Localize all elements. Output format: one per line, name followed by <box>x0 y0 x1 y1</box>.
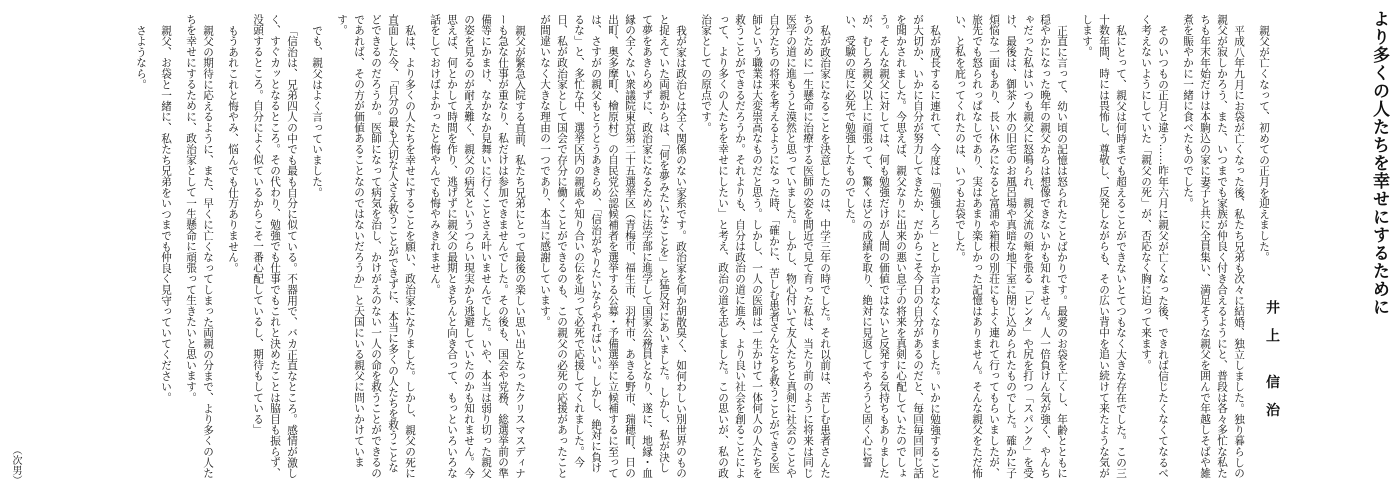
paragraph-13: もうあれこれと悔やみ、悩んでも仕方ありません。 <box>227 24 239 273</box>
paragraph-5: 正直に言って、幼い頃の記憶は怒られたことばかりです。最愛のお袋を亡くし、年齢とともに穏やかになった晩年の親父からは想像できないかも知れません。人一倍負けん気が強く、やんちゃだった私はいつも親父に怒鳴られ、親父流の頬を張る「ビンタ」や尻を打つ「スパンク」を受け、最後は、御茶ノ水の旧宅のお風呂場や真暗な地下室に閉じ込められたものでした。確かに子煩悩な一面もあり、長い休みになると富浦や箱根の別荘にもよく連れて行ってもらいましたが、旅先でも怒られっぱなしであり、実はあまり楽しかった記憶はありません。そんな親父をただ怖い、と私を庇ってくれたのは、いつもお袋でした。 <box>954 14 1068 479</box>
paragraph-11: でも、親父はよく言っていました。 <box>311 24 323 198</box>
paragraph-12: 「信治は、兄弟四人の中でも最も自分に似ている。不器用で、バカ正直なところ。感情が激しく、すぐカッとなるところ。その代わり、勉強でも仕事でもこれと決めたことは脇目も振らず、没頭するところ。自分によく似ているからこそ一番心配しているし、期待もしている」 <box>252 14 298 479</box>
paragraph-4: 私にとって、親父は何時までも超えることができないとてつもなく大きな存在でした。この三十数年間、時には畏怖し、尊敬し、反発しながらも、その広い背中を追い続けて来たような気がします。 <box>1081 14 1127 479</box>
paragraph-14: 親父の期待に応えるように、また、早くに亡くなってしまった両親の分まで、より多くの人たちを幸せにするために、政治家として一生懸命に頑張って生きたいと思います。 <box>185 14 214 479</box>
paragraph-8: 我が家は政治とは全く関係のない家系です。政治家を何か胡散臭く、如何わしい別世界のものと捉えていた両親からは、「何を夢みたいなことを」と猛反対にあいました。しかし、私が決して夢をあきらめずに、政治家になるために法学部に進学して国家公務員となり、遂に、地縁・血縁の全くない衆議院東京第二十五選挙区（青梅市、福生市、羽村市、あきる野市、瑞穂町、日の出町、奥多摩町、檜原村）の自民党公認候補者を選挙する公募・予備選挙に立候補するに至っては、さすがの親父もとうとうあきらめ、「信治がやりたいならやればいい。しかし、絶対に負けるな」と、多忙な中、選挙区内の親戚や知り合いの伝を辿って必死で応援してくれました。今日、私が政治家として国会で存分に働くことができるのも、この親父の必死の応援があったことが間違いなく大きな理由の一つであり、本当に感謝しています。 <box>539 14 687 479</box>
author-relation-note: （次男） <box>10 445 21 485</box>
author-name: 井上 信治 <box>1264 300 1280 431</box>
paragraph-10: 私は、より多くの人たちを幸せにすることを願い、政治家になりました。しかし、親父の死に直面した今、「自分の最も大切な人さえ救うことができずに、本当に多くの人たちを救うことなどできるのだろうか。医師になって病気を治し、かけがえのない一人の命を救うことができるのであれば、その方が価値あることなのではないだろうか」と天国にいる親父に問いかけています。 <box>336 14 416 479</box>
paragraph-7: 私が政治家になることを決意したのは、中学三年の時でした。それ以前は、苦しむ患者さんたちのために一生懸命に治療する医師の姿を間近で見て育った私は、当たり前のように将来は同じ医学の道に進もうと漠然と思っていました。しかし、物心付いて友人たちと真剣に社会のことや自分たちの将来を考えるようになった時、「確かに、苦しむ患者さんたちを救うことができる医師という職業は大変崇高なものだと思う。しかし、一人の医師は一生かけて一体何人の人たちを救うことができるだろうか。それよりも、自分は政治の道に進み、より良い社会を創ることによって、より多くの人たちを幸せにしたい」と考え、政治の道を志しました。この思いが、私の政治家としての原点です。 <box>700 14 831 479</box>
paragraph-6: 私が成長するに連れて、今度は「勉強しろ」としか言わなくなりました。いかに勉強することが大切か、いかに自分が努力してきたか、だからこそ今日の自分があるのだと、毎回毎回同じ話を聞かされました。今思えば、親父なりに出来の悪い息子の将来を真剣に心配していたのでしょう。そんな親父に対しては、何も勉強だけが人間の価値ではないと反発する気持ちもありましたが、むしろ親父以上に頑張って、驚くほどの成績を取り、絶対に見返してやろうと固く心に誓い、受験の度に必死で勉強したものでした。 <box>844 14 941 479</box>
paragraph-9: 親父が緊急入院する直前、私たち兄弟にとって最後の楽しい思い出となったクリスマスディナーも急な仕事が重なり、私だけは参加できませんでした。その後も、国会や党務、総選挙前の準備等にかまけ、なかなか見舞いに行くことさえ叶いませんでした。いや、本当は弱り切った親父の姿を見るのが耐え難く、親父の病気というつらい現実から逃避していたのかも知れません。今思えば、何とかして時間を作り、逃げずに親父の最期ときちんと向き合って、もっといろいろな話をしておけばよかったと悔やんでも悔やみきれません。 <box>429 14 526 479</box>
essay-body <box>32 14 1272 480</box>
paragraph-2: 平成八年九月にお袋が亡くなった後、私たち兄弟も次々に結婚、独立しました。独り暮らしの親父が寂しかろう、また、いつまでも家族が仲良く付き合えるようにと、普段は各々多忙な私たちも年末年始だけは本駒込の家に妻子と共に全員集い、満足そうな親父を囲んで年越しそばや雑煮を賑やかに一緒に食べたものでした。 <box>1182 14 1245 479</box>
paragraph-16: さようなら。 <box>135 24 147 90</box>
paragraph-1: 親父が亡くなって、初めての正月を迎えました。 <box>1258 24 1270 263</box>
essay-title: より多くの人たちを幸せにするために <box>1369 10 1389 316</box>
paragraph-3: そのいつもの正月と違う……昨年六月に親父が亡くなった後、できれば信じたくなくてなるべく考えないようにしていた「親父の死」が、否応なく胸に迫って来ます。 <box>1140 14 1169 479</box>
paragraph-15: 親父、お袋と一緒に、私たち兄弟をいつまでも仲良く見守っていてください。 <box>160 24 172 403</box>
